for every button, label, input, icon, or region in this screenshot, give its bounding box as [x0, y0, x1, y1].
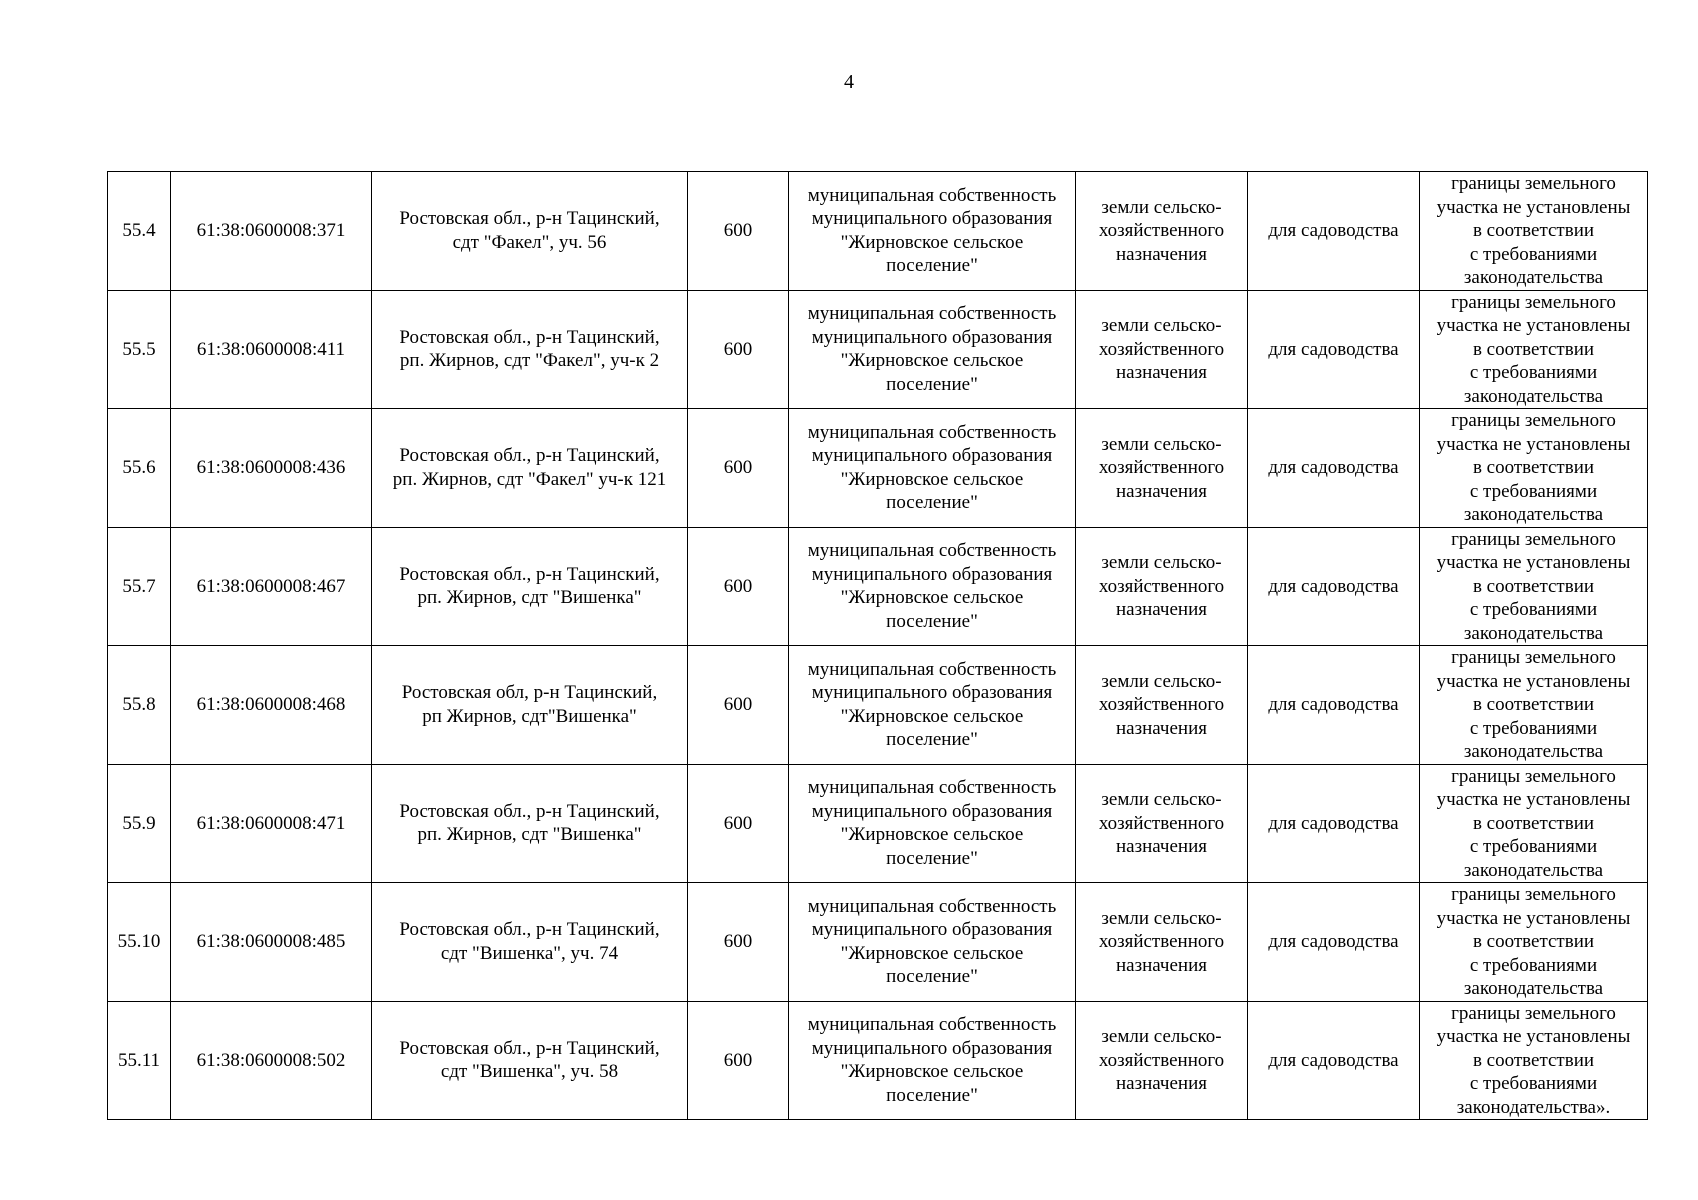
table-row [108, 290, 1648, 409]
land-category-cell: земли сельско- хозяйственного назначения [1076, 409, 1248, 528]
boundary-note-cell: границы земельного участка не установлены в соответствии с требованиями законодательства [1420, 172, 1648, 291]
cadastral-number-cell: 61:38:0600008:371 [171, 172, 372, 291]
table-row [108, 172, 1648, 291]
permitted-use-cell: для садоводства [1248, 409, 1420, 528]
cadastral-number-cell: 61:38:0600008:471 [171, 764, 372, 883]
boundary-note-cell: границы земельного участка не установлены в соответствии с требованиями законодательства [1420, 409, 1648, 528]
row-number-cell: 55.5 [108, 290, 171, 409]
ownership-cell: муниципальная собственность муниципального образования "Жирновское сельское поселение" [789, 764, 1076, 883]
boundary-note-cell: границы земельного участка не установлены в соответствии с требованиями законодательства». [1420, 1001, 1648, 1120]
permitted-use-cell: для садоводства [1248, 764, 1420, 883]
row-number-cell: 55.11 [108, 1001, 171, 1120]
permitted-use-cell: для садоводства [1248, 527, 1420, 646]
table-row [108, 883, 1648, 1002]
land-category-cell: земли сельско- хозяйственного назначения [1076, 527, 1248, 646]
area-cell: 600 [688, 646, 789, 765]
land-category-cell: земли сельско- хозяйственного назначения [1076, 883, 1248, 1002]
boundary-note-cell: границы земельного участка не установлены в соответствии с требованиями законодательства [1420, 646, 1648, 765]
address-cell: Ростовская обл., р-н Тацинский, рп. Жирнов, сдт "Вишенка" [372, 764, 688, 883]
cadastral-number-cell: 61:38:0600008:436 [171, 409, 372, 528]
cadastral-number-cell: 61:38:0600008:468 [171, 646, 372, 765]
ownership-cell: муниципальная собственность муниципального образования "Жирновское сельское поселение" [789, 527, 1076, 646]
row-number-cell: 55.9 [108, 764, 171, 883]
row-number-cell: 55.4 [108, 172, 171, 291]
cadastral-number-cell: 61:38:0600008:411 [171, 290, 372, 409]
land-category-cell: земли сельско- хозяйственного назначения [1076, 1001, 1248, 1120]
area-cell: 600 [688, 764, 789, 883]
permitted-use-cell: для садоводства [1248, 883, 1420, 1002]
land-category-cell: земли сельско- хозяйственного назначения [1076, 764, 1248, 883]
row-number-cell: 55.7 [108, 527, 171, 646]
permitted-use-cell: для садоводства [1248, 646, 1420, 765]
boundary-note-cell: границы земельного участка не установлены в соответствии с требованиями законодательства [1420, 527, 1648, 646]
area-cell: 600 [688, 527, 789, 646]
page-number: 4 [844, 71, 854, 93]
cadastral-number-cell: 61:38:0600008:467 [171, 527, 372, 646]
area-cell: 600 [688, 883, 789, 1002]
land-category-cell: земли сельско- хозяйственного назначения [1076, 290, 1248, 409]
address-cell: Ростовская обл., р-н Тацинский, сдт "Факел", уч. 56 [372, 172, 688, 291]
table-row [108, 646, 1648, 765]
address-cell: Ростовская обл., р-н Тацинский, сдт "Вишенка", уч. 58 [372, 1001, 688, 1120]
address-cell: Ростовская обл., р-н Тацинский, рп. Жирнов, сдт "Факел", уч-к 2 [372, 290, 688, 409]
row-number-cell: 55.6 [108, 409, 171, 528]
land-plots-table [107, 171, 1648, 1120]
address-cell: Ростовская обл., р-н Тацинский, рп. Жирнов, сдт "Вишенка" [372, 527, 688, 646]
table-row [108, 527, 1648, 646]
land-category-cell: земли сельско- хозяйственного назначения [1076, 172, 1248, 291]
row-number-cell: 55.8 [108, 646, 171, 765]
address-cell: Ростовская обл., р-н Тацинский, сдт "Вишенка", уч. 74 [372, 883, 688, 1002]
area-cell: 600 [688, 172, 789, 291]
cadastral-number-cell: 61:38:0600008:485 [171, 883, 372, 1002]
cadastral-number-cell: 61:38:0600008:502 [171, 1001, 372, 1120]
boundary-note-cell: границы земельного участка не установлены в соответствии с требованиями законодательства [1420, 764, 1648, 883]
ownership-cell: муниципальная собственность муниципального образования "Жирновское сельское поселение" [789, 1001, 1076, 1120]
ownership-cell: муниципальная собственность муниципального образования "Жирновское сельское поселение" [789, 409, 1076, 528]
row-number-cell: 55.10 [108, 883, 171, 1002]
permitted-use-cell: для садоводства [1248, 172, 1420, 291]
ownership-cell: муниципальная собственность муниципального образования "Жирновское сельское поселение" [789, 646, 1076, 765]
table-row [108, 1001, 1648, 1120]
ownership-cell: муниципальная собственность муниципального образования "Жирновское сельское поселение" [789, 290, 1076, 409]
land-category-cell: земли сельско- хозяйственного назначения [1076, 646, 1248, 765]
area-cell: 600 [688, 409, 789, 528]
ownership-cell: муниципальная собственность муниципального образования "Жирновское сельское поселение" [789, 883, 1076, 1002]
boundary-note-cell: границы земельного участка не установлены в соответствии с требованиями законодательства [1420, 290, 1648, 409]
address-cell: Ростовская обл., р-н Тацинский, рп. Жирнов, сдт "Факел" уч-к 121 [372, 409, 688, 528]
ownership-cell: муниципальная собственность муниципального образования "Жирновское сельское поселение" [789, 172, 1076, 291]
permitted-use-cell: для садоводства [1248, 290, 1420, 409]
boundary-note-cell: границы земельного участка не установлены в соответствии с требованиями законодательства [1420, 883, 1648, 1002]
address-cell: Ростовская обл, р-н Тацинский, рп Жирнов, сдт"Вишенка" [372, 646, 688, 765]
area-cell: 600 [688, 290, 789, 409]
area-cell: 600 [688, 1001, 789, 1120]
table-row [108, 764, 1648, 883]
table-row [108, 409, 1648, 528]
permitted-use-cell: для садоводства [1248, 1001, 1420, 1120]
